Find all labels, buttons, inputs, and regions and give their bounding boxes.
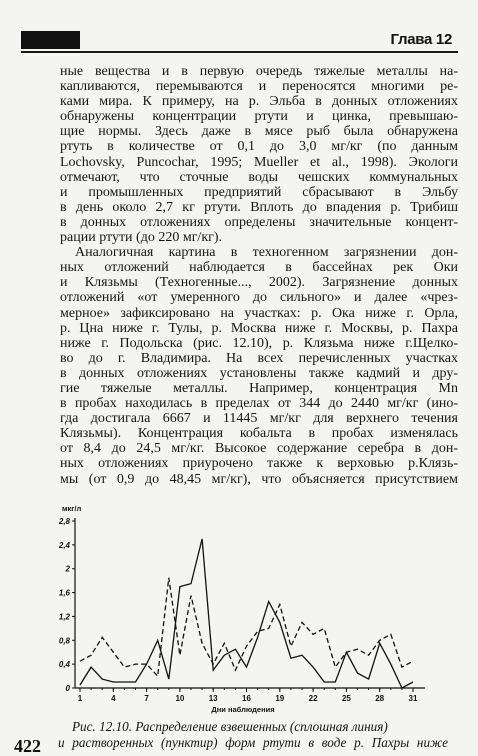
body-text-line: и Клязьмы (Техногенные..., 2002). Загрязнение донных — [60, 275, 458, 291]
y-tick-label: 0,8 — [58, 636, 70, 646]
figure-chart — [0, 500, 478, 718]
chapter-title: Глава 12 — [390, 31, 452, 48]
chapter-marker-bar — [21, 31, 80, 49]
x-tick-label: 31 — [408, 694, 418, 703]
body-text-line: мы (от 0,9 до 48,45 мг/кг), что объясняется присутствием — [60, 471, 458, 487]
x-tick-label: 13 — [208, 694, 218, 703]
page-number: 422 — [14, 736, 41, 756]
body-text-line: в день около 2,7 кг ртути. Вплоть до впадения р. Трибиш — [60, 199, 458, 215]
body-text-line: гда достигала 6667 и 11445 мг/кг для верхнего течения — [60, 411, 458, 427]
x-tick-label: 19 — [275, 694, 285, 703]
figure-caption — [58, 719, 448, 750]
body-text-line: капливаются, перемываются и переносятся многими ре- — [60, 79, 458, 95]
x-tick-label: 7 — [144, 694, 149, 703]
body-text-line: ных отложений наблюдается в бассейнах рек Оки — [60, 260, 458, 276]
y-tick-label: 2,8 — [58, 517, 70, 526]
x-tick-label: 25 — [341, 694, 351, 703]
body-text-line: от 8,4 до 24,5 мг/кг. Высокое содержание серебра в дон- — [60, 441, 458, 457]
body-text-line: гие тяжелые металлы. Например, концентрация Mn — [60, 380, 458, 396]
body-text-line: ками мира. К примеру, на р. Эльба в донных отложениях — [60, 94, 458, 110]
x-tick-label: 16 — [242, 694, 251, 703]
body-text-line: в донных отложениях установлены также кадмий и дру- — [60, 365, 458, 381]
y-tick-label: 1,2 — [58, 612, 70, 622]
body-text-line: ные вещества и в первую очередь тяжелые металлы на- — [60, 64, 458, 79]
x-axis-label: Дни наблюдения — [211, 705, 275, 714]
y-tick-label: 2,4 — [58, 540, 70, 550]
body-text-line: Клязьмы). Концентрация кобальта в пробах изменялась — [60, 426, 458, 442]
x-tick-label: 4 — [111, 694, 116, 703]
caption-line: и растворенных (пунктир) форм ртути в воде р. Пахры ниже — [58, 734, 448, 750]
body-text-line: ных отложениях приурочено также к верховью р.Клязь- — [60, 456, 458, 472]
body-text-line: во до г. Владимира. На всех перечисленных участках — [60, 350, 458, 366]
paragraph — [60, 64, 458, 245]
x-tick-label: 1 — [77, 694, 83, 703]
y-tick-label: 0 — [65, 684, 70, 693]
y-axis-label: мкг/л — [62, 504, 82, 513]
body-text-line: в пробах находилась в пределах от 344 до 2440 мг/кг (ино- — [60, 396, 458, 412]
body-text-line: р. Цна ниже г. Тулы, р. Москва ниже г. Москвы, р. Пахра — [60, 320, 458, 336]
body-text-line: обнаружены концентрации ртути и цинка, превышаю- — [60, 109, 458, 125]
body-text-line: ниже г. Подольска (рис. 12.10), р. Клязьма ниже г.Щелко- — [60, 335, 458, 351]
body-text-line: щие нормы. Здесь даже в мясе рыб была обнаружена — [60, 124, 458, 140]
body-text-line: и промышленных предприятий сбрасывают в Эльбу — [60, 184, 458, 200]
body-text-line: ртуть в количестве от 0,1 до 3,0 мг/кг (по данным — [60, 139, 458, 155]
header-rule — [21, 51, 458, 53]
caption-line: Рис. 12.10. Распределение взвешенных (сплошная линия) — [72, 719, 388, 734]
body-text-line: отмечают, что сточные воды чешских коммунальных — [60, 169, 458, 185]
body-text-line: рации ртути (до 220 мг/кг). — [60, 230, 223, 246]
y-tick-label: 1,6 — [58, 588, 70, 598]
y-tick-label: 2 — [65, 564, 70, 574]
body-text-line: Аналогичная картина в техногенном загрязнении дон- — [75, 245, 458, 261]
body-text-line: отложений «от умеренного до сильного» и далее «чрез- — [60, 290, 458, 306]
x-tick-label: 28 — [375, 694, 385, 703]
paragraph — [60, 245, 458, 487]
body-text-line: в донных отложениях определены значительные концент- — [60, 214, 458, 230]
y-tick-label: 0,4 — [58, 660, 70, 670]
x-tick-label: 22 — [308, 694, 318, 703]
body-text — [60, 64, 458, 487]
body-text-line: Lochovsky, Puncochar, 1995; Mueller et al., 1998). Экологи — [60, 154, 458, 170]
body-text-line: мерное» зафиксировано на участках: р. Ока ниже г. Орла, — [60, 305, 458, 321]
series-line-dashed — [80, 578, 413, 676]
x-tick-label: 10 — [175, 694, 185, 703]
